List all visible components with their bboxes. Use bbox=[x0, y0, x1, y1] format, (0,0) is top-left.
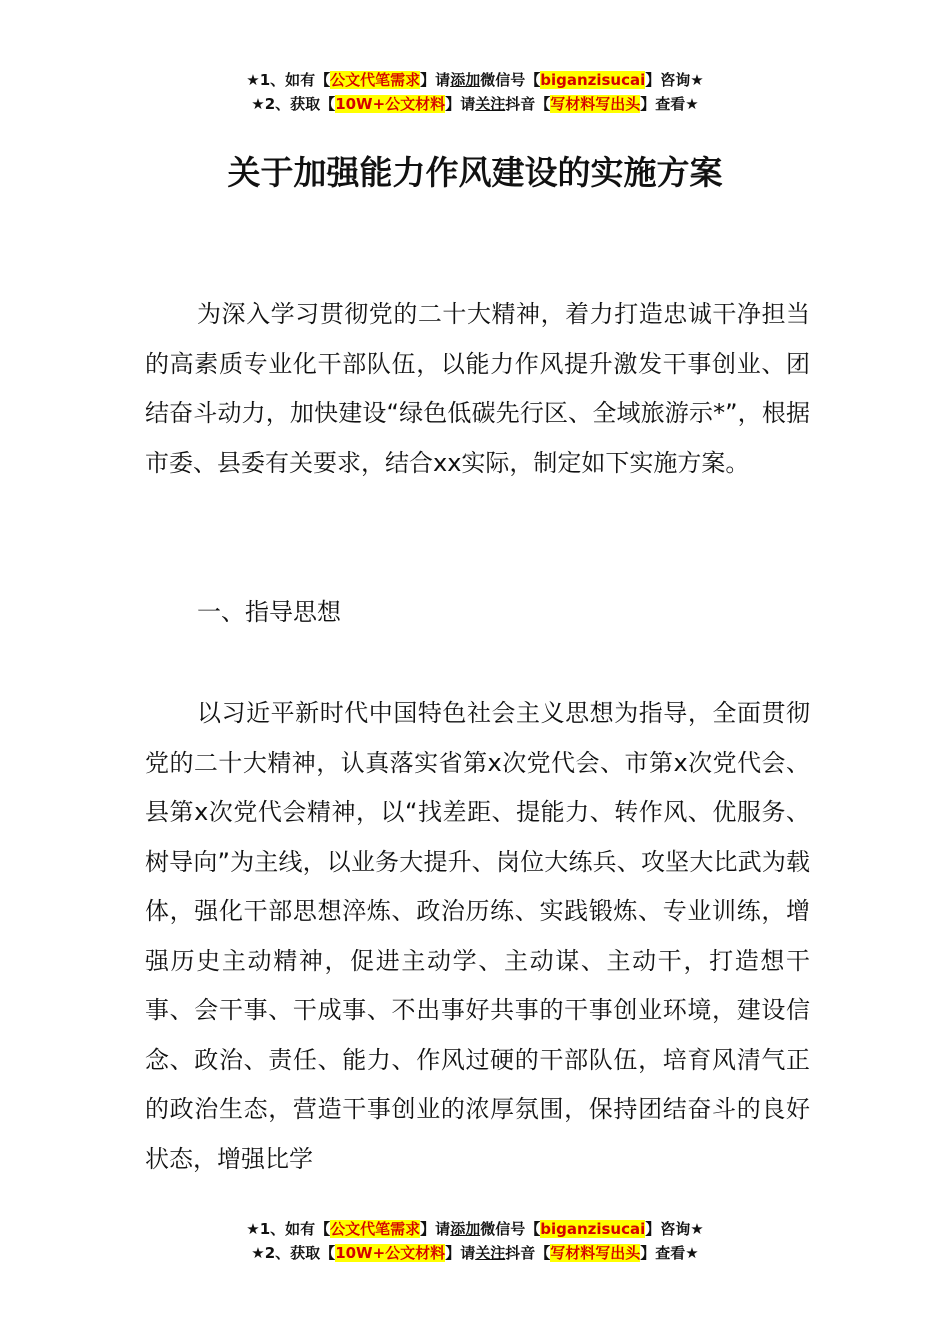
banner-text: 】咨询★ bbox=[645, 71, 704, 89]
banner-underline: 添加 bbox=[450, 71, 481, 89]
document-title: 关于加强能力作风建设的实施方案 bbox=[227, 153, 723, 192]
banner-text: 微信号【 bbox=[480, 1220, 541, 1238]
banner-highlight: 公文代笔需求 bbox=[330, 1220, 421, 1238]
header-banner bbox=[0, 68, 950, 116]
banner-highlight: 公文代笔需求 bbox=[330, 71, 421, 89]
intro-paragraph: 为深入学习贯彻党的二十大精神，着力打造忠诚干净担当的高素质专业化干部队伍，以能力作风提升激发干事创业、团结奋斗动力，加快建设“绿色低碳先行区、全域旅游示*”，根据市委、县委有关要求，结合xx实际，制定如下实施方案。 bbox=[145, 300, 810, 477]
banner-highlight: 写材料写出头 bbox=[550, 95, 641, 113]
banner-highlight: biganzisucai bbox=[540, 71, 646, 89]
banner-text: ★1、如有【 bbox=[246, 1220, 331, 1238]
banner-text: 抖音【 bbox=[505, 95, 551, 113]
banner-text: 抖音【 bbox=[505, 1244, 551, 1262]
banner-highlight: 10W+公文材料 bbox=[335, 95, 446, 113]
banner-text: 】查看★ bbox=[640, 1244, 699, 1262]
banner-text: 】请 bbox=[420, 71, 451, 89]
banner-text: 】查看★ bbox=[640, 95, 699, 113]
banner-text: 】请 bbox=[445, 95, 476, 113]
banner-underline: 添加 bbox=[450, 1220, 481, 1238]
banner-underline: 关注 bbox=[475, 95, 506, 113]
banner-highlight: biganzisucai bbox=[540, 1220, 646, 1238]
banner-highlight: 10W+公文材料 bbox=[335, 1244, 446, 1262]
section-heading: 一、指导思想 bbox=[197, 598, 341, 626]
banner-text: 微信号【 bbox=[480, 71, 541, 89]
banner-text: 】咨询★ bbox=[645, 1220, 704, 1238]
banner-text: 】请 bbox=[445, 1244, 476, 1262]
banner-line-2 bbox=[0, 92, 950, 116]
section-paragraph: 以习近平新时代中国特色社会主义思想为指导，全面贯彻党的二十大精神，认真落实省第x次党代会、市第x次党代会、县第x次党代会精神，以“找差距、提能力、转作风、优服务、树导向”为主线，以业务大提升、岗位大练兵、攻坚大比武为载体，强化干部思想淬炼、政治历练、实践锻炼、专业训练，增强历史主动精神，促进主动学、主动谋、主动干，打造想干事、会干事、干成事、不出事好共事的干事创业环境，建设信念、政治、责任、能力、作风过硬的干部队伍，培育风清气正的政治生态，营造干事创业的浓厚氛围，保持团结奋斗的良好状态，增强比学 bbox=[145, 699, 810, 1173]
banner-line-1 bbox=[0, 68, 950, 92]
banner-underline: 关注 bbox=[475, 1244, 506, 1262]
footer-banner bbox=[0, 1217, 950, 1265]
banner-highlight: 写材料写出头 bbox=[550, 1244, 641, 1262]
banner-text: ★2、获取【 bbox=[251, 95, 336, 113]
banner-text: ★1、如有【 bbox=[246, 71, 331, 89]
banner-text: ★2、获取【 bbox=[251, 1244, 336, 1262]
banner-line-2 bbox=[0, 1241, 950, 1265]
banner-text: 】请 bbox=[420, 1220, 451, 1238]
banner-line-1 bbox=[0, 1217, 950, 1241]
